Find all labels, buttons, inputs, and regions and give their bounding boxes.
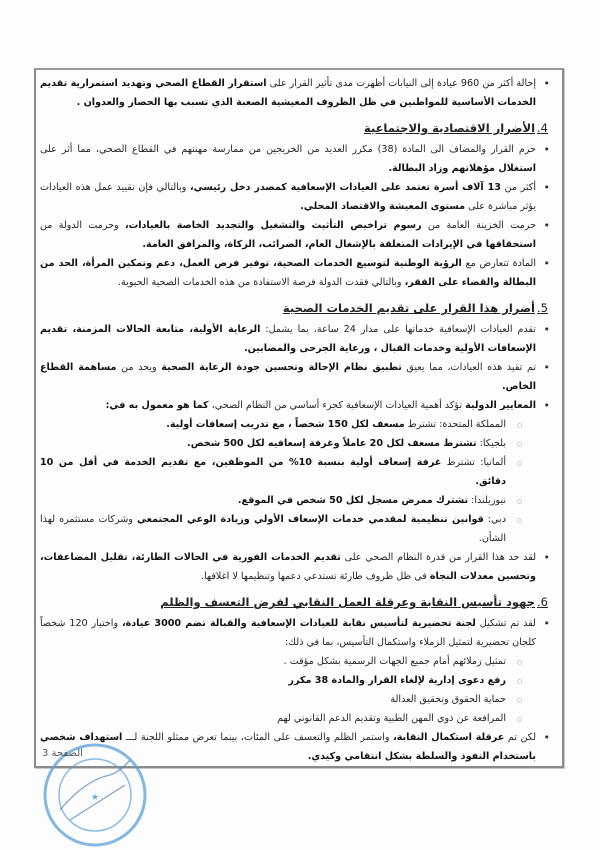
document-body (40, 74, 552, 766)
text: حرمت الخزينة العامة من (421, 220, 537, 231)
text: أكثر من (500, 182, 536, 193)
bullet-list-health (40, 320, 552, 586)
stamp-center-text: ★ (90, 793, 100, 803)
text: حماية الحقوق وتحقيق العدالة (390, 694, 506, 705)
text: ويحد من (116, 362, 162, 373)
bold-text: استحقاقها في الإيرادات المتعلقة بالإشغال العام، الضرائب، الزكاة، والمرافق العامة. (142, 239, 536, 250)
page-number: الصفحة 3 (42, 748, 83, 759)
text: وشركات مستثمره لهذا الشأن. (40, 514, 506, 544)
list-item (40, 216, 536, 254)
section-title: الأضرار الاقتصادية والاجتماعية (363, 121, 536, 135)
bold-text: مساهمة القطاع الخاص. (40, 362, 536, 392)
sub-list-item (40, 652, 506, 671)
text: وبالتالي فإن تقييد عمل هذه العيادات يؤثر مباشرة على (40, 182, 536, 212)
text: إحالة أكثر من 960 عيادة إلى النيابات أظهرت مدى تأثير القرار على (266, 78, 536, 89)
section-number: 4. (537, 121, 548, 135)
text: لكن تم (504, 732, 536, 743)
section-heading-economic (40, 118, 548, 138)
text: المادة تتعارض مع (461, 258, 536, 269)
text: واختيار 120 شخصاً كلجان تحضيرية لتمثيل الزملاء واستكمال التأسيس، بما في ذلك: (40, 618, 536, 648)
text: وحرمت الدولة من (40, 220, 125, 231)
text: لقد تم تشكيل (475, 618, 536, 629)
bold-text: استهداف شخصي باستخدام النفوذ والسلطة بشكل انتقامي وكيدي. (40, 732, 536, 762)
sub-list-item (40, 671, 506, 690)
text: نيوزيلندا: (468, 495, 506, 506)
section-number: 6. (537, 595, 548, 609)
section-heading-union (40, 592, 548, 612)
bold-text: تقديم الخدمات الفورية في الحالات الطارئة، تقليل المضاعفات، وتحسين معدلات النجاة (40, 552, 536, 582)
text: واستمر الظلم والتعسف على المئات، بينما تعرض ممثلو اللجنة لـــ (122, 732, 394, 743)
text: وبالتالي فقدت الدولة فرصة الاستفادة من هذه الخدمات الصحية الحيوية. (117, 277, 405, 288)
list-item (40, 140, 536, 178)
sub-list (40, 415, 536, 548)
sub-list-item (40, 491, 506, 510)
list-item (40, 614, 536, 728)
list-item (40, 320, 536, 358)
sub-list-item (40, 510, 506, 548)
bold-text: مسعف لكل 150 شخصاً ، مع تدريب إسعافات أولية. (166, 419, 405, 430)
text: تمثيل زملائهم أمام جميع الجهات الرسمية بشكل مؤقت . (283, 656, 506, 667)
bullet-list-intro (40, 74, 552, 112)
bold-text: كما هو معمول به في: (105, 400, 209, 411)
text: المرافعة عن ذوي المهن الطبية وتقديم الدعم القانوني لهم (277, 713, 506, 724)
bold-text: 13 آلاف أسرة تعتمد على العيادات الإسعافية كمصدر دخل رئيسي، (190, 182, 501, 193)
bold-text: الرعاية الأولية، متابعة الحالات المزمنة، تقديم الإسعافات الأولية وخدمات القبال ، ورعاية الجرحى والمصابين. (40, 324, 536, 354)
sub-list-item (40, 453, 506, 491)
section-heading-health (40, 298, 548, 318)
bold-text: رفع دعوى إدارية لإلغاء القرار والمادة 38 مكرر (288, 675, 506, 686)
text: ألمانيا: تشترط (441, 457, 506, 468)
text: بلجيكا: (476, 438, 506, 449)
text: في ظل ظروف طارئة تستدعي دعمها وتنظيمها لا اغلاقها. (200, 571, 430, 582)
sub-list-item (40, 709, 506, 728)
bold-text: قوانين تنظيمية لمقدمي خدمات الإسعاف الأولي وزيادة الوعي المجتمعي (136, 514, 484, 525)
bold-text: غرفة إسعاف أولية بنسبة 10% من الموظفين، مع تقديم الخدمة في أقل من 10 دقائق. (40, 457, 506, 487)
sub-list-item (40, 434, 506, 453)
list-item (40, 358, 536, 396)
bold-text: تشترك ممرض مسجل لكل 50 شخص في الموقع. (237, 495, 469, 506)
text: لقد حد هذا القرار من قدرة النظام الصحي على (340, 552, 536, 563)
section-title: أضرار هذا القرار على تقديم الخدمات الصحية (282, 301, 536, 315)
bold-text: استقرار القطاع الصحي وتهديد استمرارية تقديم الخدمات الأساسية للمواطنين في ظل الظروف المعيشية الصعبة الذي تسبب بها الحصار والعدوان . (40, 78, 536, 108)
section-title: جهود تأسيس النقابة وعرقلة العمل النقابي لفرض التعسف والظلم (160, 595, 536, 609)
bold-text: تطبيق نظام الإحالة وتحسين جودة الرعاية الصحية (161, 362, 402, 373)
bold-text: تشترط مسعف لكل 20 عاملاً وغرفة إسعافيه لكل 500 شخص. (187, 438, 477, 449)
list-item (40, 178, 536, 216)
bold-text: المعايير الدولية (465, 400, 536, 411)
bold-text: مستوى المعيشة والاقتصاد المحلي. (300, 201, 466, 212)
text: تم تقيد هذه العيادات، مما يعيق (401, 362, 537, 373)
bold-text: استغلال مؤهلاتهم وزاد البطالة. (388, 163, 536, 174)
text: تقدم العيادات الإسعافية خدماتها على مدار 24 ساعة، بما يشمل: (260, 324, 536, 335)
sub-list-item (40, 690, 506, 709)
list-item (40, 254, 536, 292)
list-item (40, 74, 536, 112)
bold-text: رسوم تراخيص التأثيث والتشغيل والتجديد الخاصة بالعيادات، (124, 220, 422, 231)
text: دبي: (483, 514, 506, 525)
bold-text: لجنة تحضيرية لتأسيس نقابة للعيادات الإسعافية والقبالة تضم 3000 عيادة، (121, 618, 476, 629)
list-item (40, 396, 536, 548)
bullet-list-economic (40, 140, 552, 292)
section-number: 5. (537, 301, 548, 315)
sub-list-item (40, 415, 506, 434)
list-item (40, 548, 536, 586)
text: المملكة المتحدة: تشترط (404, 419, 506, 430)
text: تؤكد أهمية العيادات الإسعافية كجزء أساسي من النظام الصحي، (208, 400, 466, 411)
bold-text: عرقلة استكمال النقابة، (393, 732, 505, 743)
sub-list (40, 652, 536, 728)
text: حرم القرار والمضاف الى المادة (38) مكرر العديد من الخريجين من ممارسة مهنتهم في القطاع الصحي، مما أثر على (40, 144, 536, 155)
bold-text: الرؤية الوطنية لتوسيع الخدمات الصحية، توفير فرص العمل، دعم وتمكين المرأة، الحد من البطالة والقضاء على الفقر، (40, 258, 536, 288)
